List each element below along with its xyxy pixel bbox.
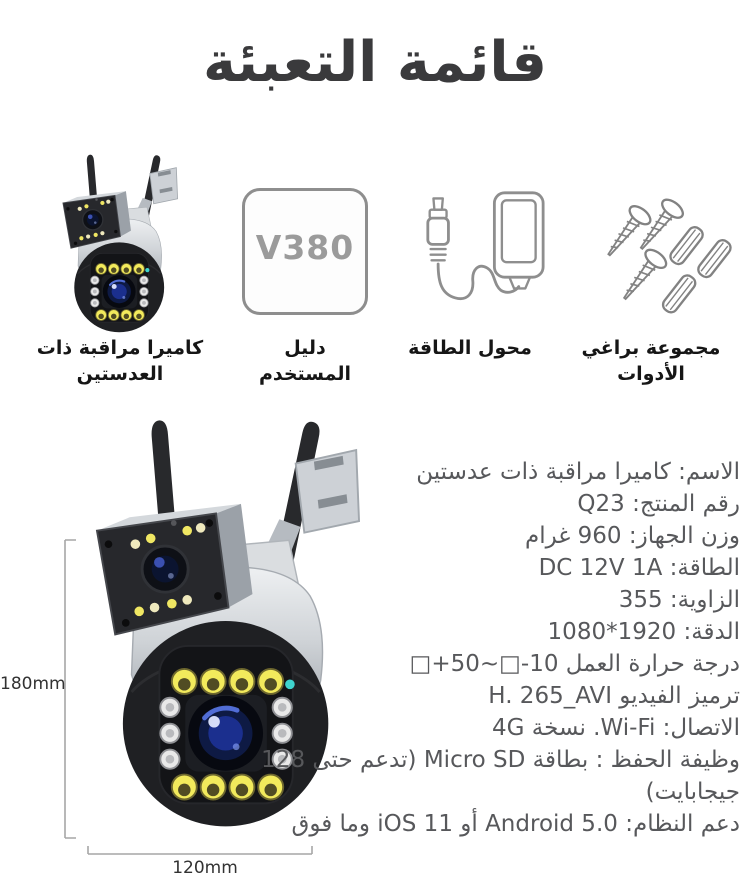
user-manual-image [242,188,368,315]
packing-item-label-manual: دليل المستخدم [258,337,352,385]
manual-model-text: V380 [255,228,355,267]
spec-line-os-support: دعم النظام: Android 5.0 أو iOS 11 وما فوق [291,811,740,837]
spec-line-storage-wrap: جيجابايت) [645,779,740,805]
spec-line-name: الاسم: كاميرا مراقبة ذات عدستين [416,459,740,485]
spec-line-temperature: درجة حرارة العمل 10-□~50+□ [409,651,740,677]
spec-list [262,456,740,840]
spec-line-storage: وظيفة الحفظ : بطاقة Micro SD (تدعم حتى 128 [261,747,740,773]
packing-item-label-adapter: محول الطاقة [408,337,532,359]
spec-line-connectivity: الاتصال: Wi-Fi. نسخة 4G [491,715,740,741]
spec-line-resolution: الدقة: 1920*1080 [547,619,740,645]
spec-line-model: رقم المنتج: Q23 [577,491,740,517]
spec-line-angle: الزاوية: 355 [618,587,740,613]
packing-item-label-camera: كاميرا مراقبة ذات العدستين [36,337,204,385]
packing-item-label-screws: مجموعة براغي الأدوات [581,337,721,385]
width-dimension-line [86,843,314,857]
spec-line-weight: وزن الجهاز: 960 غرام [524,523,740,549]
spec-line-power: الطاقة: DC 12V 1A [538,555,740,581]
page-title: قائمة التعبئة [202,30,548,95]
spec-line-encoding: ترميز الفيديو H. 265_AVI [488,683,740,709]
height-dimension-label: 180mm [0,674,66,694]
dual-lens-camera-image [52,147,178,337]
width-dimension-label: 120mm [172,858,238,878]
screw-kit-icon [586,192,746,322]
power-adapter-icon [410,184,560,331]
